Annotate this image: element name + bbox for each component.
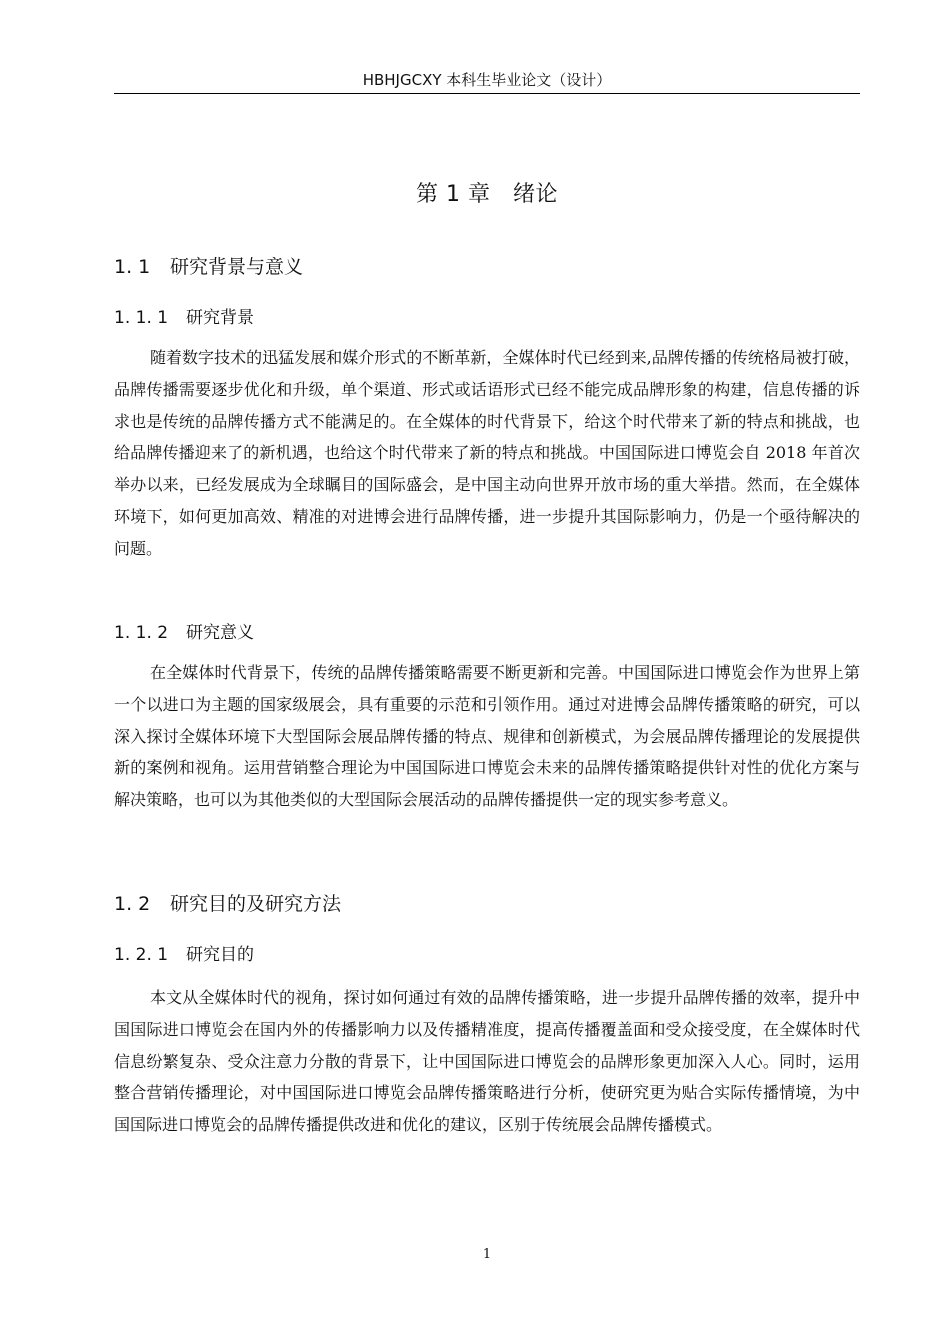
header-rule <box>114 93 860 94</box>
subsection-number: 1. 2. 1 <box>114 945 169 965</box>
chapter-title: 第 1 章 绪论 <box>416 182 558 207</box>
section-title: 研究背景与意义 <box>170 256 304 278</box>
running-header: HBHJGCXY 本科生毕业论文（设计） <box>362 71 612 89</box>
subsection-title: 研究目的 <box>186 945 254 965</box>
subsection-title: 研究意义 <box>186 623 254 643</box>
subsection-heading-1-2-1 <box>114 943 254 967</box>
section-heading-1-2 <box>114 891 341 917</box>
subsection-number: 1. 1. 2 <box>114 623 169 643</box>
section-heading-1-1 <box>114 254 303 280</box>
section-number: 1. 1 <box>114 256 151 278</box>
section-number: 1. 2 <box>114 893 151 915</box>
subsection-title: 研究背景 <box>186 308 254 328</box>
subsection-heading-1-1-2 <box>114 621 254 645</box>
page-number: 1 <box>482 1247 492 1262</box>
section-title: 研究目的及研究方法 <box>170 893 342 915</box>
paragraph-research-significance: 在全媒体时代背景下，传统的品牌传播策略需要不断更新和完善。中国国际进口博览会作为世界上第一个以进口为主题的国家级展会，具有重要的示范和引领作用。通过对进博会品牌传播策略的研究，可以深入探讨全媒体环境下大型国际会展品牌传播的特点、规律和创新模式，为会展品牌传播理论的发展提供新的案例和视角。运用营销整合理论为中国国际进口博览会未来的品牌传播策略提供针对性的优化方案与解决策略，也可以为其他类似的大型国际会展活动的品牌传播提供一定的现实参考意义。 <box>114 663 860 810</box>
paragraph-research-background: 随着数字技术的迅猛发展和媒介形式的不断革新，全媒体时代已经到来,品牌传播的传统格局被打破，品牌传播需要逐步优化和升级，单个渠道、形式或话语形式已经不能完成品牌形象的构建，信息传播的诉求也是传统的品牌传播方式不能满足的。在全媒体的时代背景下，给这个时代带来了新的特点和挑战，也给品牌传播迎来了的新机遇，也给这个时代带来了新的特点和挑战。中国国际进口博览会自 2018 年首次举办以来，已经发展成为全球瞩目的国际盛会，是中国主动向世界开放市场的重大举措。然而，在全媒体环境下，如何更加高效、精准的对进博会进行品牌传播，进一步提升其国际影响力，仍是一个亟待解决的问题。 <box>114 348 860 558</box>
paragraph-research-purpose: 本文从全媒体时代的视角，探讨如何通过有效的品牌传播策略，进一步提升品牌传播的效率，提升中国国际进口博览会在国内外的传播影响力以及传播精准度，提高传播覆盖面和受众接受度，在全媒体时代信息纷繁复杂、受众注意力分散的背景下，让中国国际进口博览会的品牌形象更加深入人心。同时，运用整合营销传播理论，对中国国际进口博览会品牌传播策略进行分析，使研究更为贴合实际传播情境，为中国国际进口博览会的品牌传播提供改进和优化的建议，区别于传统展会品牌传播模式。 <box>114 988 860 1135</box>
subsection-number: 1. 1. 1 <box>114 308 169 328</box>
subsection-heading-1-1-1 <box>114 306 254 330</box>
